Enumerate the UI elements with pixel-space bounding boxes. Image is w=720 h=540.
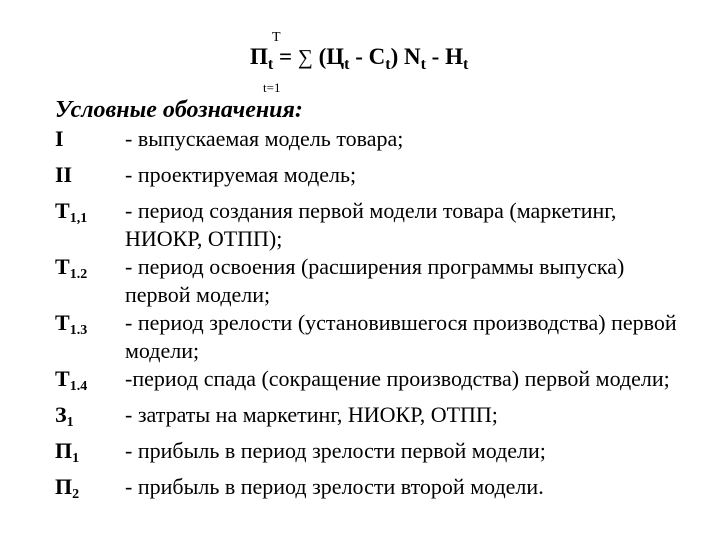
legend-symbol bbox=[55, 161, 125, 197]
legend-description: - прибыль в период зрелости первой модели; bbox=[125, 438, 546, 463]
legend-description: - период создания первой модели товара (маркетинг, НИОКР, ОТПП); bbox=[125, 198, 617, 251]
legend-item bbox=[55, 473, 705, 509]
legend-title: Условные обозначения: bbox=[55, 97, 303, 123]
legend-symbol-text: З bbox=[55, 402, 67, 427]
legend-item bbox=[55, 309, 705, 365]
formula-term-volume: ) N bbox=[390, 44, 421, 69]
legend-symbol-sub: 2 bbox=[72, 487, 80, 502]
legend-symbol bbox=[55, 365, 125, 401]
legend-symbol bbox=[55, 437, 125, 473]
legend-symbol-text: Т bbox=[55, 310, 70, 335]
legend-symbol-text: П bbox=[55, 438, 73, 463]
legend-item bbox=[55, 197, 705, 253]
formula-term-cost-sub: t bbox=[385, 56, 391, 73]
profit-formula bbox=[0, 0, 720, 100]
sigma-symbol: ∑ bbox=[297, 45, 313, 69]
legend-item bbox=[55, 401, 705, 437]
legend-symbol-text: II bbox=[55, 162, 73, 187]
legend-symbol-text: Т bbox=[55, 198, 70, 223]
legend-item bbox=[55, 161, 705, 197]
formula-expression bbox=[250, 44, 468, 74]
legend-symbol-text: П bbox=[55, 474, 73, 499]
legend-symbol-sub: 1,1 bbox=[69, 211, 88, 226]
formula-term-tax: - Н bbox=[431, 44, 463, 69]
legend-description: - выпускаемая модель товара; bbox=[125, 126, 404, 151]
legend-symbol-sub: 1.4 bbox=[69, 379, 88, 394]
legend-symbol-text: Т bbox=[55, 254, 70, 279]
legend-list bbox=[55, 125, 705, 509]
formula-term-volume-sub: t bbox=[420, 56, 426, 73]
legend-description: - период зрелости (установившегося производства) первой модели; bbox=[125, 310, 677, 363]
legend-symbol-text: I bbox=[55, 126, 64, 151]
legend-description: - затраты на маркетинг, НИОКР, ОТПП; bbox=[125, 402, 498, 427]
legend-symbol-sub: 1 bbox=[72, 451, 80, 466]
legend-item bbox=[55, 437, 705, 473]
legend-item bbox=[55, 365, 705, 401]
formula-term-price: (Ц bbox=[318, 44, 345, 69]
legend-symbol bbox=[55, 473, 125, 509]
sum-upper-limit: T bbox=[272, 30, 281, 45]
sum-lower-limit: t=1 bbox=[263, 80, 281, 95]
formula-term-cost: - С bbox=[355, 44, 386, 69]
legend-symbol bbox=[55, 197, 125, 233]
legend-item bbox=[55, 253, 705, 309]
legend-symbol-sub: 1 bbox=[66, 415, 74, 430]
legend-symbol-sub: 1.2 bbox=[69, 267, 88, 282]
legend-description: - период освоения (расширения программы выпуска) первой модели; bbox=[125, 254, 625, 307]
legend-symbol bbox=[55, 125, 125, 161]
legend-description: -период спада (сокращение производства) первой модели; bbox=[125, 366, 670, 391]
legend-symbol-text: Т bbox=[55, 366, 70, 391]
legend-symbol bbox=[55, 309, 125, 345]
formula-equals: = bbox=[278, 44, 293, 69]
legend-item bbox=[55, 125, 705, 161]
formula-term-tax-sub: t bbox=[462, 56, 469, 73]
legend-symbol bbox=[55, 253, 125, 289]
legend bbox=[55, 95, 705, 509]
legend-description: - проектируемая модель; bbox=[125, 162, 357, 187]
formula-lhs: П bbox=[250, 44, 268, 69]
formula-term-price-sub: t bbox=[344, 56, 350, 73]
legend-symbol bbox=[55, 401, 125, 437]
legend-description: - прибыль в период зрелости второй модели. bbox=[125, 474, 544, 499]
formula-lhs-sub: t bbox=[267, 56, 274, 73]
legend-symbol-sub: 1.3 bbox=[69, 323, 88, 338]
